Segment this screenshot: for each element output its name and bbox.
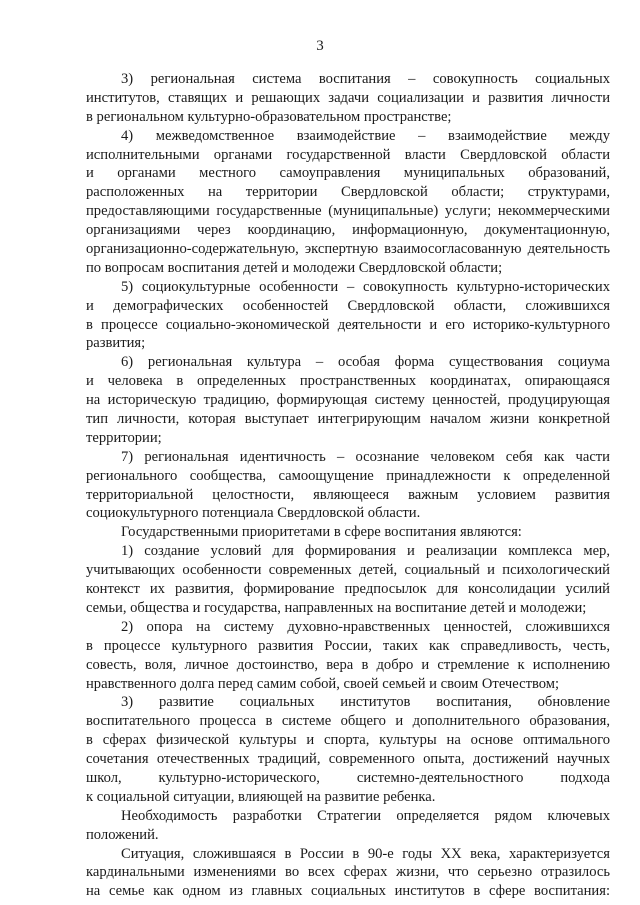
text-line: контекст их развития, формирование предпосылок для консолидации усилий: [86, 581, 610, 598]
text-line: территории;: [86, 429, 162, 446]
text-line: территориальной целостности, являющееся важным условием развития: [86, 486, 610, 503]
text-line: сочетания отечественных традиций, современного опыта, достижений научных: [86, 751, 610, 768]
text-line: 2) опора на систему духовно-нравственных ценностей, сложившихся: [121, 618, 610, 635]
text-line: воспитательного процесса в системе общего и дополнительного образования,: [86, 713, 610, 730]
text-line: 6) региональная культура – особая форма существования социума: [121, 354, 610, 371]
text-line: 3) развитие социальных институтов воспитания, обновление: [121, 694, 610, 711]
text-line: в процессе социально-экономической деятельности и его историко-культурного: [86, 316, 610, 333]
text-line: семьи, общества и государства, направленных на воспитание детей и молодежи;: [86, 599, 587, 616]
paragraph: [86, 542, 610, 618]
text-line: на семье как одном из главных социальных институтов в сфере воспитания:: [86, 883, 610, 900]
text-line: Ситуация, сложившаяся в России в 90-е годы XX века, характеризуется: [121, 845, 610, 862]
text-line: 5) социокультурные особенности – совокупность культурно-исторических: [121, 278, 610, 295]
text-line: школ, культурно-исторического, системно-деятельностного подхода: [86, 769, 610, 786]
text-line: и органами местного самоуправления муниципальных образований,: [86, 165, 610, 182]
text-line: организационно-содержательную, экспертную взаимосогласованную деятельность: [86, 241, 610, 258]
text-line: кардинальными изменениями во всех сферах жизни, что серьезно отразилось: [86, 864, 610, 881]
paragraph: [86, 70, 610, 127]
text-line: предоставляющими государственные (муниципальные) услуги; некоммерческими: [86, 203, 610, 220]
text-line: регионального сообщества, самоощущение принадлежности к определенной: [86, 467, 610, 484]
text-line: к социальной ситуации, влияющей на развитие ребенка.: [86, 788, 436, 805]
paragraph: [86, 278, 610, 354]
paragraph: [86, 353, 610, 447]
text-line: в процессе культурного развития России, таких как справедливость, честь,: [86, 637, 610, 654]
text-line: исполнительными органами государственной власти Свердловской области: [86, 146, 610, 163]
page-number: 3: [316, 38, 324, 54]
paragraph: [86, 618, 610, 694]
text-line: и человека в определенных пространственных координатах, опирающаяся: [86, 373, 610, 390]
text-line: расположенных на территории Свердловской области; структурами,: [86, 184, 610, 201]
paragraph: [86, 448, 610, 524]
paragraph: [86, 845, 610, 902]
text-line: в сферах физической культуры и спорта, культуры на основе оптимального: [86, 732, 610, 749]
text-line: развития;: [86, 335, 146, 352]
text-line: положений.: [86, 826, 159, 843]
text-line: на историческую традицию, формирующая систему ценностей, продуцирующая: [86, 392, 610, 409]
text-line: социокультурного потенциала Свердловской области.: [86, 505, 421, 522]
text-line: в региональном культурно-образовательном пространстве;: [86, 108, 452, 125]
text-line: 1) создание условий для формирования и реализации комплекса мер,: [121, 543, 610, 560]
paragraph: [86, 693, 610, 806]
text-line: 7) региональная идентичность – осознание человеком себя как части: [121, 448, 610, 465]
text-line: тип личности, которая выступает интегрирующим началом жизни конкретной: [86, 411, 610, 428]
paragraph: [86, 127, 610, 278]
text-line: организациями через координацию, информационную, документационную,: [86, 222, 610, 239]
text-line: совесть, воля, личное достоинство, вера в добро и стремление к исполнению: [86, 656, 610, 673]
text-line: Необходимость разработки Стратегии определяется рядом ключевых: [121, 807, 610, 824]
text-line: институтов, ставящих и решающих задачи социализации и развития личности: [86, 89, 610, 106]
paragraph: [86, 807, 610, 845]
document-body: [86, 70, 610, 901]
text-line: 4) межведомственное взаимодействие – взаимодействие между: [121, 127, 610, 144]
text-line: учитывающих особенности современных детей, социальный и психологический: [86, 562, 610, 579]
text-line: нравственного долга перед самим собой, своей семьей и своим Отечеством;: [86, 675, 560, 692]
text-line: по вопросам воспитания детей и молодежи Свердловской области;: [86, 259, 503, 276]
section-heading: [86, 523, 610, 542]
text-line: и демографических особенностей Свердловской области, сложившихся: [86, 297, 610, 314]
text-line: Государственными приоритетами в сфере воспитания являются:: [121, 524, 522, 541]
text-line: 3) региональная система воспитания – совокупность социальных: [121, 71, 610, 87]
